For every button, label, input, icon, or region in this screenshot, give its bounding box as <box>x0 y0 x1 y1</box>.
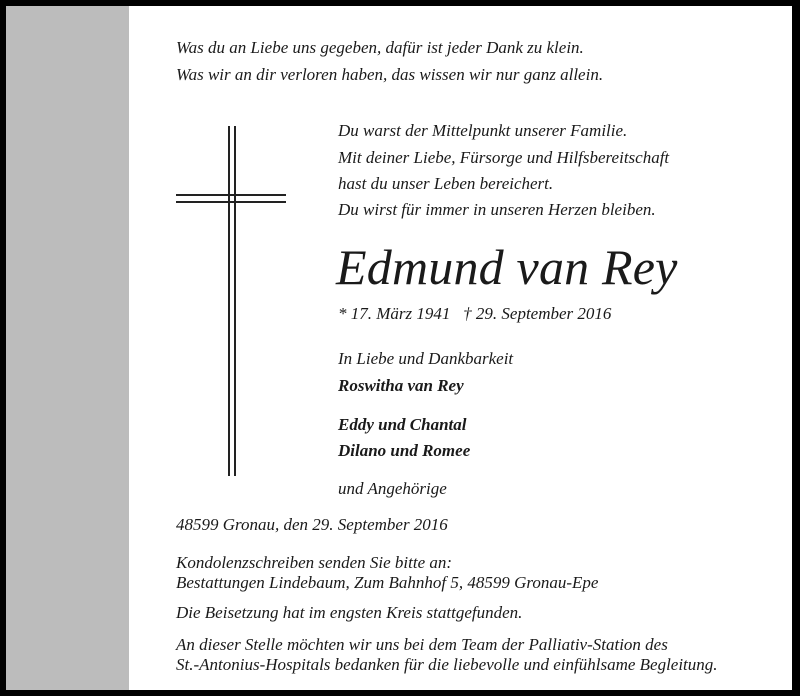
obituary-card <box>6 6 792 690</box>
tribute-line-2: Mit deiner Liebe, Fürsorge und Hilfsbereitschaft <box>338 148 670 167</box>
deceased-name: Edmund van Rey <box>336 239 678 295</box>
tribute-line-1: Du warst der Mittelpunkt unserer Familie. <box>338 121 628 140</box>
mourners-intro: In Liebe und Dankbarkeit <box>338 349 514 368</box>
tribute-line-3: hast du unser Leben bereichert. <box>338 174 554 193</box>
life-dates: * 17. März 1941 † 29. September 2016 <box>338 304 612 323</box>
obituary-content <box>6 6 792 690</box>
mourner-spouse: Roswitha van Rey <box>338 376 464 395</box>
mourner-family-2: Dilano und Romee <box>338 441 471 460</box>
intro-poem-line-2: Was wir an dir verloren haben, das wissen wir nur ganz allein. <box>176 65 604 84</box>
tribute-line-4: Du wirst für immer in unseren Herzen bleiben. <box>338 200 656 219</box>
burial-note: Die Beisetzung hat im engsten Kreis stattgefunden. <box>176 603 523 622</box>
mourner-relatives: und Angehörige <box>338 479 447 498</box>
condolence-line-2: Bestattungen Lindebaum, Zum Bahnhof 5, 48599 Gronau-Epe <box>176 573 599 592</box>
mourner-family-1: Eddy und Chantal <box>338 415 467 434</box>
thanks-line-2: St.-Antonius-Hospitals bedanken für die liebevolle und einfühlsame Begleitung. <box>176 655 718 674</box>
condolence-line-1: Kondolenzschreiben senden Sie bitte an: <box>176 553 453 572</box>
intro-poem-line-1: Was du an Liebe uns gegeben, dafür ist jeder Dank zu klein. <box>176 38 584 57</box>
place-date: 48599 Gronau, den 29. September 2016 <box>176 515 448 534</box>
thanks-line-1: An dieser Stelle möchten wir uns bei dem Team der Palliativ-Station des <box>176 635 668 654</box>
